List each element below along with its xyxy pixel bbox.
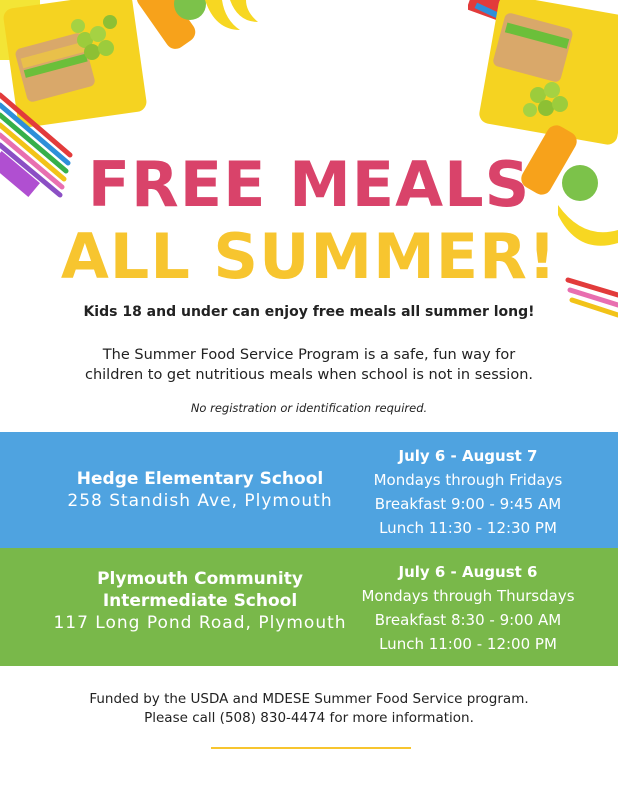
headline-line-1: FREE MEALS [87, 148, 531, 221]
schedule-days: Mondays through Thursdays [361, 587, 575, 605]
site-schedule [356, 560, 580, 656]
site-schedule [356, 444, 580, 540]
program-description [60, 345, 558, 385]
footer-funding-line: Funded by the USDA and MDESE Summer Food Service program. [89, 691, 529, 707]
headline-line-2: ALL SUMMER! [60, 220, 558, 293]
site-band-hedge [0, 432, 618, 548]
schedule-lunch: Lunch 11:00 - 12:00 PM [379, 635, 557, 653]
schedule-breakfast: Breakfast 8:30 - 9:00 AM [374, 611, 562, 629]
schedule-lunch: Lunch 11:30 - 12:30 PM [379, 519, 557, 537]
description-line: children to get nutritious meals when school is not in session. [84, 367, 533, 383]
description-line: The Summer Food Service Program is a safe, fun way for [102, 347, 516, 363]
footer-contact-line: Please call (508) 830-4474 for more information. [144, 710, 474, 726]
school-address: 258 Standish Ave, Plymouth [67, 491, 333, 511]
school-name: Hedge Elementary School [76, 469, 324, 489]
school-name: Plymouth Community [97, 569, 303, 589]
site-location [0, 468, 400, 512]
schedule-dates: July 6 - August 6 [398, 563, 538, 581]
schedule-dates: July 6 - August 7 [398, 447, 538, 465]
schedule-breakfast: Breakfast 9:00 - 9:45 AM [374, 495, 562, 513]
lead-text: Kids 18 and under can enjoy free meals all summer long! [83, 304, 535, 320]
site-band-plymouth-community [0, 548, 618, 666]
school-name: Intermediate School [102, 591, 298, 611]
site-location [0, 568, 400, 634]
footer-divider [211, 747, 411, 749]
schedule-days: Mondays through Fridays [373, 471, 563, 489]
registration-note: No registration or identification required. [190, 401, 428, 415]
school-address: 117 Long Pond Road, Plymouth [53, 613, 347, 633]
footer [40, 690, 578, 728]
